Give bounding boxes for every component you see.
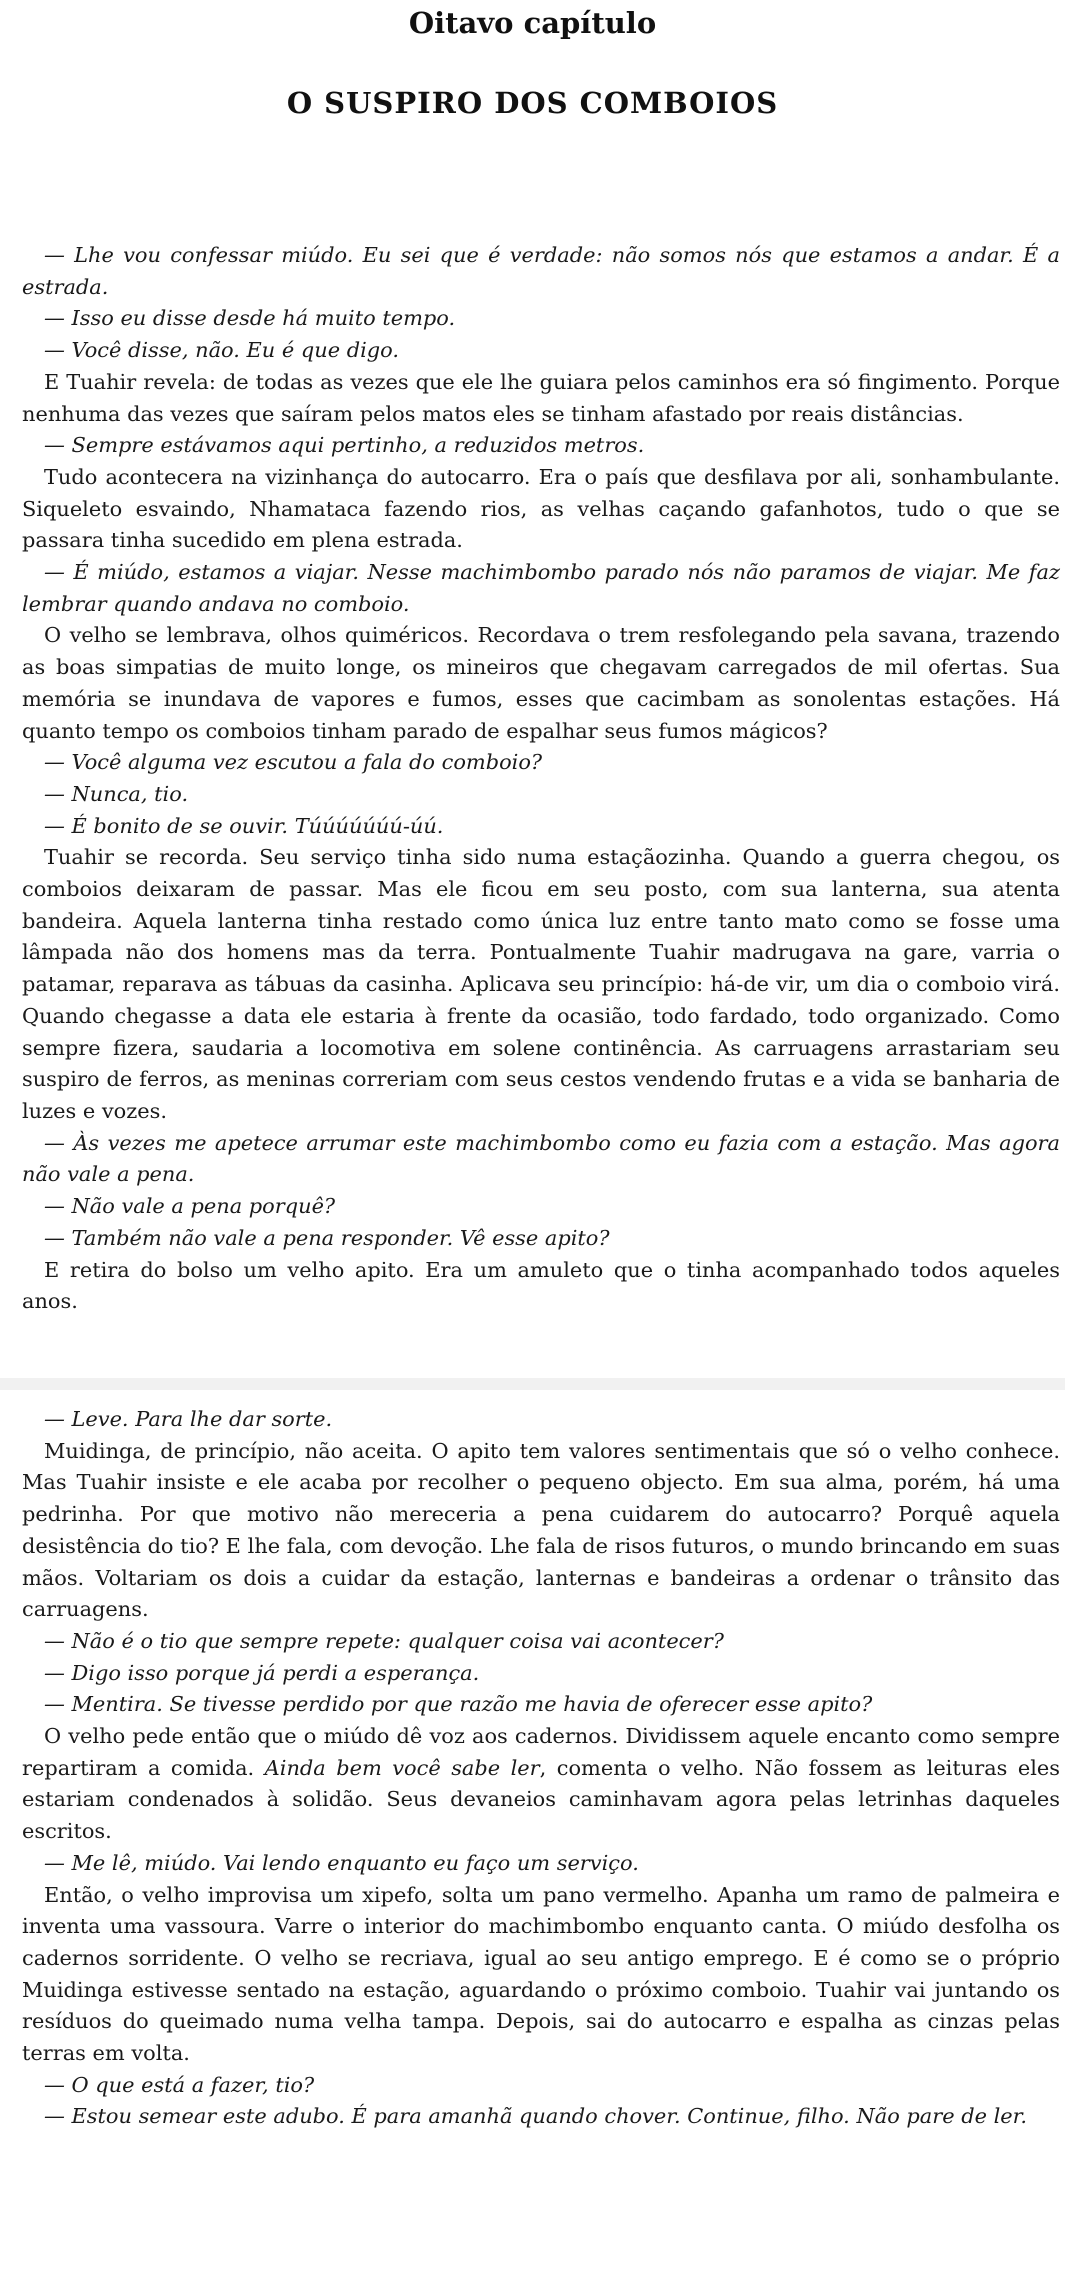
emphasis-text: Ainda bem você sabe ler <box>264 1755 540 1780</box>
dialogue-line: — Você disse, não. Eu é que digo. <box>44 338 399 363</box>
dialogue-line: — Digo isso porque já perdi a esperança. <box>44 1660 480 1685</box>
dialogue-line: — É bonito de se ouvir. Túúúúúúú-úú. <box>44 813 444 838</box>
chapter-title: O SUSPIRO DOS COMBOIOS <box>286 86 779 120</box>
page-bottom-section <box>0 1390 1065 2289</box>
narration-paragraph: E Tuahir revela: de todas as vezes que ele lhe guiara pelos caminhos era só fingimento. Porque nenhuma das vezes que saíram pelos matos eles se tinham afastado por reais distâncias. <box>22 369 1060 426</box>
narration-paragraph: Tudo acontecera na vizinhança do autocarro. Era o país que desfilava por ali, sonhambulante. Siqueleto esvaindo, Nhamataca fazendo rios, as velhas caçando gafanhotos, tudo o que se passara tinha sucedido em plena estrada. <box>22 464 1060 553</box>
narration-paragraph <box>22 1721 1060 1848</box>
narration-paragraph: Então, o velho improvisa um xipefo, solta um pano vermelho. Apanha um ramo de palmeira e inventa uma vassoura. Varre o interior do machimbombo enquanto canta. O miúdo desfolha os cadernos sorridente. O velho se recriava, igual ao seu antigo emprego. E é como se o próprio Muidinga estivesse sentado na estação, aguardando o próximo comboio. Tuahir vai juntando os resíduos do queimado numa velha tampa. Depois, sai do autocarro e espalha as cinzas pelas terras em volta. <box>22 1882 1060 2066</box>
page-divider <box>0 1378 1065 1390</box>
dialogue-line: — Isso eu disse desde há muito tempo. <box>44 306 456 331</box>
dialogue-line: — Lhe vou confessar miúdo. Eu sei que é verdade: não somos nós que estamos a andar. É a estrada. <box>22 243 1060 299</box>
narration-paragraph: O velho se lembrava, olhos quiméricos. Recordava o trem resfolegando pela savana, trazendo as boas simpatias de muito longe, os mineiros que chegavam carregados de mil ofertas. Sua memória se inundava de vapores e fumos, esses que cacimbam as sonolentas estações. Há quanto tempo os comboios tinham parado de espalhar seus fumos mágicos? <box>22 623 1060 743</box>
dialogue-line: — Sempre estávamos aqui pertinho, a reduzidos metros. <box>44 433 645 458</box>
dialogue-line: — Não é o tio que sempre repete: qualquer coisa vai acontecer? <box>44 1628 724 1653</box>
dialogue-line: — Você alguma vez escutou a fala do comboio? <box>44 750 543 775</box>
paragraph-text: O velho pede então que o miúdo dê voz aos cadernos. Dividissem aquele encanto como sempre repartiram a comida. <box>22 1724 1060 1780</box>
dialogue-line: — Não vale a pena porquê? <box>44 1194 336 1219</box>
dialogue-line: — Mentira. Se tivesse perdido por que razão me havia de oferecer esse apito? <box>44 1692 873 1717</box>
dialogue-line: — É miúdo, estamos a viajar. Nesse machimbombo parado nós não paramos de viajar. Me faz lembrar quando andava no comboio. <box>22 560 1060 616</box>
dialogue-line: — Estou semear este adubo. É para amanhã quando chover. Continue, filho. Não pare de ler. <box>44 2104 1027 2129</box>
narration-paragraph: E retira do bolso um velho apito. Era um amuleto que o tinha acompanhado todos aqueles anos. <box>22 1257 1060 1314</box>
text-block-bottom <box>22 1404 1060 2133</box>
dialogue-line: — Leve. Para lhe dar sorte. <box>44 1407 333 1431</box>
dialogue-line: — Me lê, miúdo. Vai lendo enquanto eu faço um serviço. <box>44 1850 639 1875</box>
dialogue-line: — O que está a fazer, tio? <box>44 2072 315 2097</box>
text-block-top <box>22 240 1060 1318</box>
dialogue-line: — Às vezes me apetece arrumar este machimbombo como eu fazia com a estação. Mas agora não vale a pena. <box>22 1130 1060 1187</box>
paragraph-text: , comenta o velho. Não fossem as leituras eles estariam condenados à solidão. Seus devaneios caminhavam agora pelas letrinhas daqueles escritos. <box>22 1755 1060 1844</box>
dialogue-line: — Nunca, tio. <box>44 781 189 806</box>
chapter-number: Oitavo capítulo <box>408 6 657 40</box>
narration-paragraph: Muidinga, de princípio, não aceita. O apito tem valores sentimentais que só o velho conhece. Mas Tuahir insiste e ele acaba por recolher o pequeno objecto. Em sua alma, porém, há uma pedrinha. Por que motivo não mereceria a pena cuidarem do autocarro? Porquê aquela desistência do tio? E lhe fala, com devoção. Lhe fala de risos futuros, o mundo brincando em suas mãos. Voltariam os dois a cuidar da estação, lanternas e bandeiras a ordenar o trânsito das carruagens. <box>22 1438 1060 1622</box>
narration-paragraph: Tuahir se recorda. Seu serviço tinha sido numa estaçãozinha. Quando a guerra chegou, os comboios deixaram de passar. Mas ele ficou em seu posto, com sua lanterna, sua atenta bandeira. Aquela lanterna tinha restado como única luz entre tanto mato como se fosse uma lâmpada não dos homens mas da terra. Pontualmente Tuahir madrugava na gare, varria o patamar, reparava as tábuas da casinha. Aplicava seu princípio: há-de vir, um dia o comboio virá. Quando chegasse a data ele estaria à frente da ocasião, todo fardado, todo organizado. Como sempre fizera, saudaria a locomotiva em solene continência. As carruagens arrastariam seu suspiro de ferros, as meninas correriam com seus cestos vendendo frutas e a vida se banharia de luzes e vozes. <box>22 845 1060 1123</box>
dialogue-line: — Também não vale a pena responder. Vê esse apito? <box>44 1225 610 1250</box>
